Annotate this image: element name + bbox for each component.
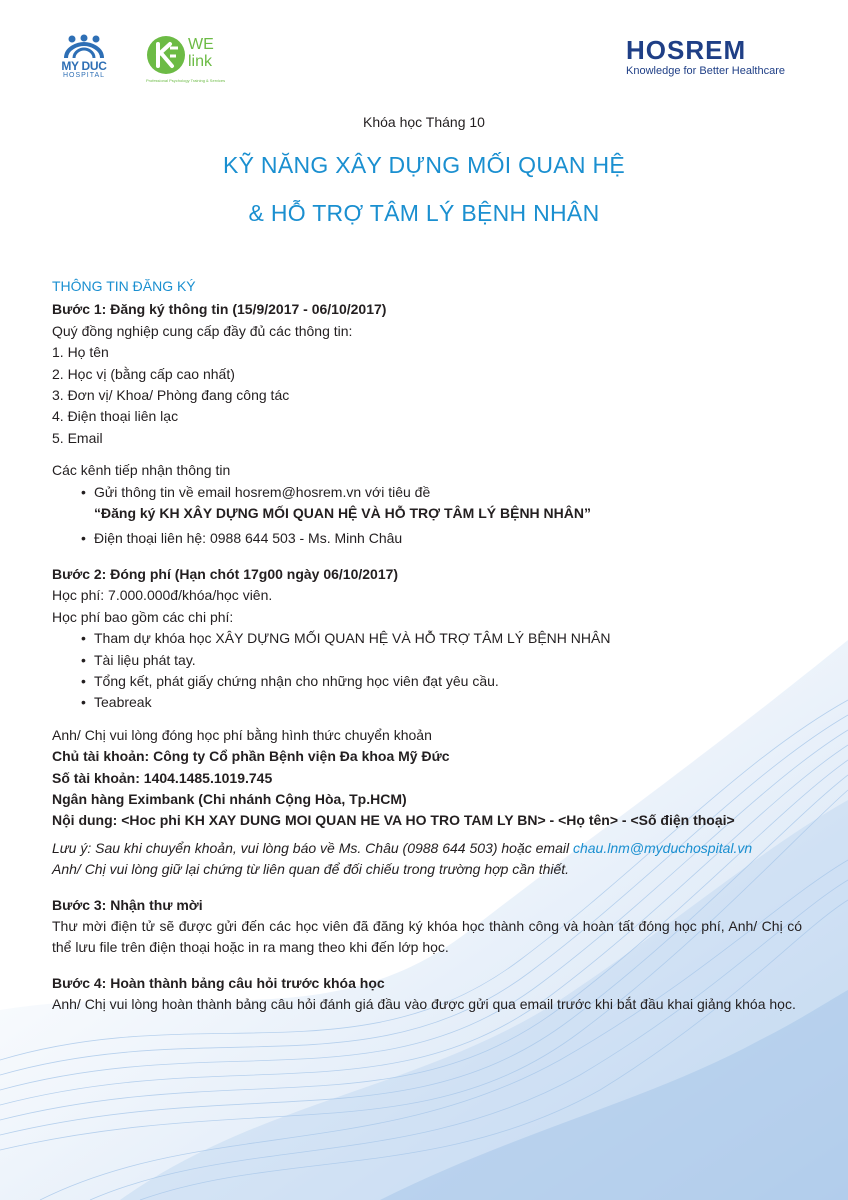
include-item-text: Tài liệu phát tay. xyxy=(94,651,196,668)
registration-content xyxy=(52,276,802,1016)
transfer-content: Nội dung: <Hoc phi KH XAY DUNG MOI QUAN HE VA HO TRO TAM LY BN> - <Họ tên> - <Số điện thoại> xyxy=(52,812,735,829)
welink-link: link xyxy=(188,53,213,70)
account-number: Số tài khoản: 1404.1485.1019.745 xyxy=(52,769,273,786)
channel-email xyxy=(52,482,802,525)
welink-emblem-icon xyxy=(146,34,186,76)
section-title: THÔNG TIN ĐĂNG KÝ xyxy=(52,278,196,294)
include-item-text: Teabreak xyxy=(94,694,152,711)
list-item: 2. Học vị (bằng cấp cao nhất) xyxy=(52,365,235,382)
include-item-text: Tham dự khóa học XÂY DỰNG MỐI QUAN HỆ VÀ HỖ TRỢ TÂM LÝ BỆNH NHÂN xyxy=(94,630,611,647)
list-item xyxy=(52,628,802,649)
course-label: Khóa học Tháng 10 xyxy=(363,114,485,130)
list-item xyxy=(52,692,802,713)
list-item xyxy=(52,671,802,692)
account-holder: Chủ tài khoản: Công ty Cổ phần Bệnh viện Đa khoa Mỹ Đức xyxy=(52,748,450,765)
list-item: 5. Email xyxy=(52,429,103,446)
step2-includes: Học phí bao gồm các chi phí: xyxy=(52,608,234,625)
channel-phone-text: Điện thoại liên hệ: 0988 644 503 - Ms. Minh Châu xyxy=(94,530,403,547)
step2-fee: Học phí: 7.000.000đ/khóa/học viên. xyxy=(52,587,273,604)
page-title-line1: KỸ NĂNG XÂY DỰNG MỐI QUAN HỆ xyxy=(222,152,626,178)
list-item: 4. Điện thoại liên lạc xyxy=(52,408,179,425)
hosrem-logo xyxy=(626,36,798,80)
welink-tagline: Professional Psychology Training & Services xyxy=(146,78,226,83)
contact-email-link[interactable]: chau.lnm@myduchospital.vn xyxy=(572,839,753,856)
hosrem-tagline: Knowledge for Better Healthcare xyxy=(626,65,785,77)
note-prefix: Lưu ý: Sau khi chuyển khoản, vui lòng báo về Ms. Châu (0988 644 503) hoặc email xyxy=(52,839,573,856)
list-item: 1. Họ tên xyxy=(52,344,109,361)
hosrem-name: HOSREM xyxy=(626,35,747,65)
transfer-note: Anh/ Chị vui lòng đóng học phí bằng hình thức chuyển khoản xyxy=(52,726,432,743)
transfer-note-line1 xyxy=(52,838,802,859)
bullet-icon: • xyxy=(81,651,86,668)
step3-heading: Bước 3: Nhận thư mời xyxy=(52,896,203,913)
bullet-icon: • xyxy=(81,672,86,689)
channels-title: Các kênh tiếp nhận thông tin xyxy=(52,462,231,479)
step1-intro: Quý đồng nghiệp cung cấp đầy đủ các thông tin: xyxy=(52,322,353,339)
header xyxy=(0,0,848,100)
step1-heading: Bước 1: Đăng ký thông tin (15/9/2017 - 06/10/2017) xyxy=(52,301,387,318)
my-duc-sub: HOSPITAL xyxy=(62,72,106,79)
bullet-icon: • xyxy=(81,530,86,547)
bullet-icon: • xyxy=(81,694,86,711)
step4-text: Anh/ Chị vui lòng hoàn thành bảng câu hỏi đánh giá đầu vào được gửi qua email trước khi bắt đầu khai giảng khóa học. xyxy=(52,996,796,1013)
welink-we: WE xyxy=(188,36,214,53)
my-duc-name: MY DUC xyxy=(61,59,107,73)
bullet-icon: • xyxy=(81,483,86,500)
transfer-note-line2: Anh/ Chị vui lòng giữ lại chứng từ liên quan để đối chiếu trong trường hợp cần thiết. xyxy=(52,861,570,878)
include-item-text: Tổng kết, phát giấy chứng nhận cho những học viên đạt yêu cầu. xyxy=(94,672,499,689)
step2-heading: Bước 2: Đóng phí (Hạn chót 17g00 ngày 06/10/2017) xyxy=(52,565,399,582)
channel-email-text: Gửi thông tin về email hosrem@hosrem.vn với tiêu đề xyxy=(94,483,431,500)
channel-email-subject: “Đăng ký KH XÂY DỰNG MỐI QUAN HỆ VÀ HỖ TRỢ TÂM LÝ BỆNH NHÂN” xyxy=(94,505,591,522)
family-icon xyxy=(62,34,106,60)
bullet-icon: • xyxy=(81,630,86,647)
step3-text: Thư mời điện tử sẽ được gửi đến các học viên đã đăng ký khóa học thành công và hoàn tất đóng học phí, Anh/ Chị có thể lưu file trên điện thoại hoặc in ra mang theo khi đến lớp học. xyxy=(52,917,802,956)
page-title-line2: & HỖ TRỢ TÂM LÝ BỆNH NHÂN xyxy=(248,200,600,226)
channel-phone xyxy=(52,528,802,549)
bank-name: Ngân hàng Eximbank (Chi nhánh Cộng Hòa, Tp.HCM) xyxy=(52,790,407,807)
step4-heading: Bước 4: Hoàn thành bảng câu hỏi trước khóa học xyxy=(52,974,385,991)
my-duc-hospital-logo xyxy=(52,34,116,86)
list-item xyxy=(52,650,802,671)
welink-logo xyxy=(146,34,226,84)
list-item: 3. Đơn vị/ Khoa/ Phòng đang công tác xyxy=(52,387,290,404)
